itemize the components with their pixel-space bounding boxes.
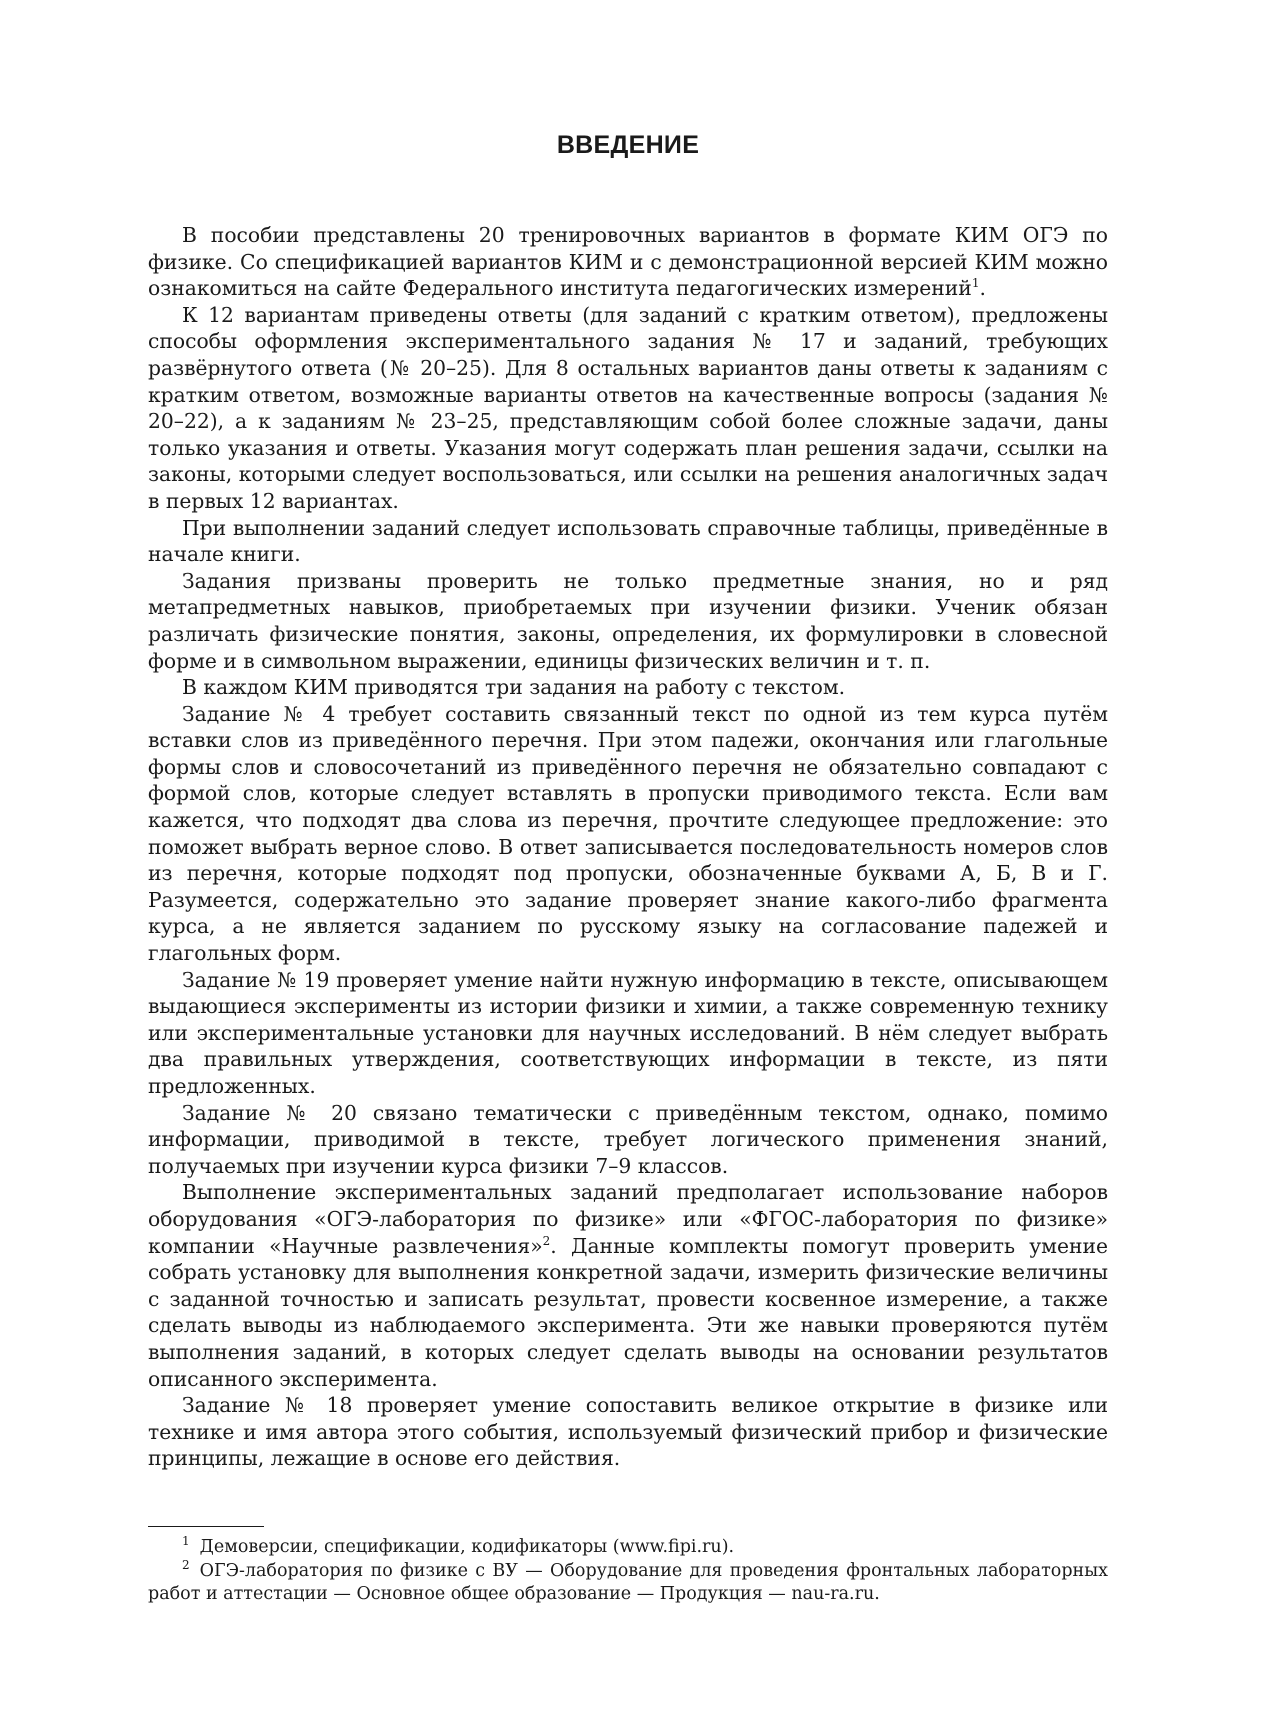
paragraph: К 12 вариантам приведены ответы (для заданий с кратким ответом), предложены способы оформления экспериментального задания № 17 и заданий, требующих развёрнутого ответа (№ 20–25). Для 8 остальных вариантов даны ответы к заданиям с кратким ответом, возможные варианты ответов на качественные вопросы (задания № 20–22), а к заданиям № 23–25, представляющим собой более сложные задачи, даны только указания и ответы. Указания могут содержать план решения задачи, ссылки на законы, которыми следует воспользоваться, или ссылки на решения аналогичных задач в первых 12 вариантах. — [148, 302, 1108, 513]
paragraph: Задание № 18 проверяет умение сопоставить великое открытие в физике или технике и имя автора этого события, используемый физический прибор и физические принципы, лежащие в основе его действия. — [148, 1393, 1108, 1471]
page-title: ВВЕДЕНИЕ — [556, 131, 700, 159]
paragraph: Задания призваны проверить не только предметные знания, но и ряд метапредметных навыков, приобретаемых при изучении физики. Ученик обязан различать физические понятия, законы, определения, их формулировки в словесной форме и в символьном выражении, единицы физических величин и т. п. — [148, 568, 1108, 673]
paragraph: При выполнении заданий следует использовать справочные таблицы, приведённые в начале книги. — [148, 515, 1108, 567]
footnote: $^1$ Демоверсии, спецификации, кодификаторы (www.fipi.ru). — [182, 1534, 735, 1557]
footnote-divider — [148, 1526, 264, 1527]
body-text — [148, 222, 1108, 1472]
paragraph: В пособии представлены 20 тренировочных вариантов в формате КИМ ОГЭ по физике. Со спецификацией вариантов КИМ и с демонстрационной версией КИМ можно ознакомиться на сайте Федерального института педагогических измерений$^1$. — [148, 223, 1108, 301]
paragraph: В каждом КИМ приводятся три задания на работу с текстом. — [182, 675, 846, 700]
footnotes — [148, 1536, 1108, 1607]
paragraph: Задание № 4 требует составить связанный текст по одной из тем курса путём вставки слов из приведённого перечня. При этом падежи, окончания или глагольные формы слов и словосочетаний из приведённого перечня не обязательно совпадают с формой слов, которые следует вставлять в пропуски приводимого текста. Если вам кажется, что подходят два слова из перечня, прочтите следующее предложение: это поможет выбрать верное слово. В ответ записывается последовательность номеров слов из перечня, которые подходят под пропуски, обозначенные буквами А, Б, В и Г. Разумеется, содержательно это задание проверяет знание какого-либо фрагмента курса, а не является заданием по русскому языку на согласование падежей и глагольных форм. — [148, 701, 1108, 966]
paragraph: Задание № 20 связано тематически с приведённым текстом, однако, помимо информации, приводимой в тексте, требует логического применения знаний, получаемых при изучении курса физики 7–9 классов. — [148, 1100, 1108, 1178]
footnote: $^2$ ОГЭ-лаборатория по физике с ВУ — Оборудование для проведения фронтальных лабораторных работ и аттестации — Основное общее образование — Продукция — nau-ra.ru. — [148, 1557, 1108, 1604]
paragraph: Задание № 19 проверяет умение найти нужную информацию в тексте, описывающем выдающиеся эксперименты из истории физики и химии, а также современную технику или экспериментальные установки для научных исследований. В нём следует выбрать два правильных утверждения, соответствующих информации в тексте, из пяти предложенных. — [148, 967, 1108, 1098]
footnote-ref[interactable]: 1 — [971, 276, 980, 291]
paragraph: Выполнение экспериментальных заданий предполагает использование наборов оборудования «ОГЭ-лаборатория по физике» или «ФГОС-лаборатория по физике» компании «Научные развлечения»$^2$. Данные комплекты помогут проверить умение собрать установку для выполнения конкретной задачи, измерить физические величины с заданной точностью и записать результат, провести косвенное измерение, а также сделать выводы из наблюдаемого эксперимента. Эти же навыки проверяются путём выполнения заданий, в которых следует сделать выводы на основании результатов описанного эксперимента. — [148, 1180, 1108, 1391]
footnote-ref[interactable]: 2 — [542, 1233, 551, 1248]
